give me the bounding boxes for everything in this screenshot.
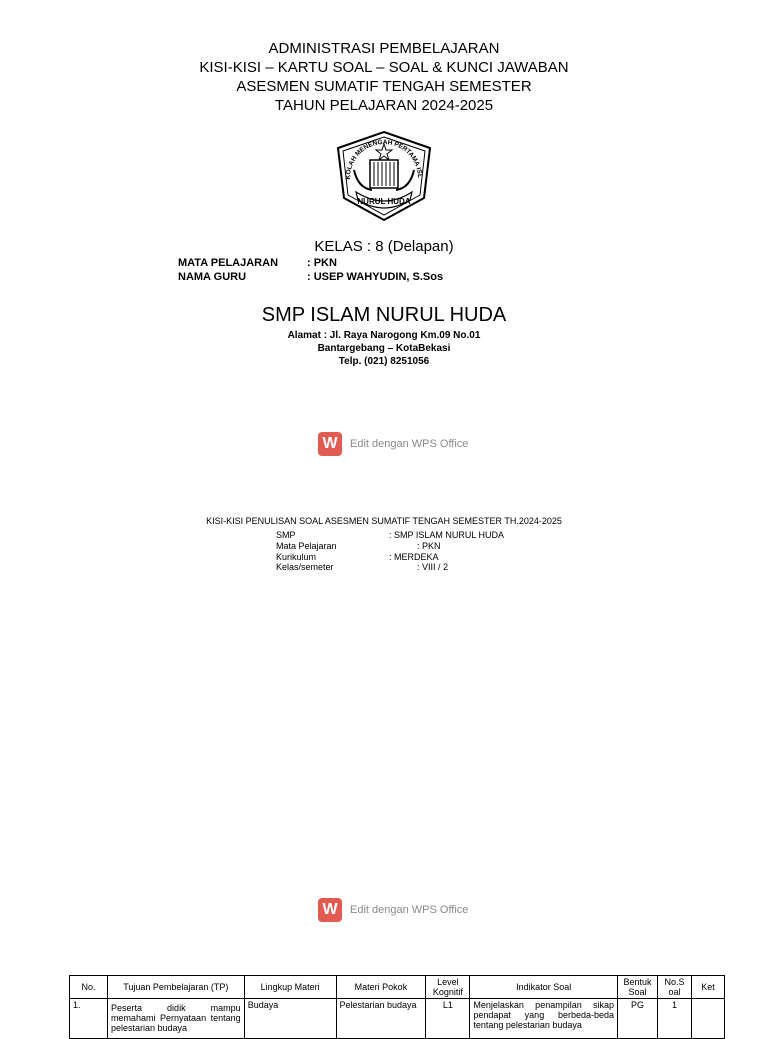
kisi-label-kelas: Kelas/semeter (276, 562, 334, 572)
kisi-label-mapel: Mata Pelajaran (276, 541, 337, 551)
address-line-2: Bantargebang – KotaBekasi (317, 343, 451, 354)
kisi-label-kurikulum: Kurikulum (276, 552, 317, 562)
table-row (70, 999, 725, 1039)
th-level: Level Kognitif (426, 976, 470, 999)
th-materi: Materi Pokok (336, 976, 426, 999)
th-no: No. (70, 976, 108, 999)
info-value-mapel: : PKN (307, 257, 337, 269)
cover-title-line-2: KISI-KISI – KARTU SOAL – SOAL & KUNCI JAWABAN (199, 59, 569, 76)
cell-bentuk: PG (618, 999, 658, 1039)
cover-title-line-4: TAHUN PELAJARAN 2024-2025 (274, 97, 494, 114)
info-label-guru: NAMA GURU (178, 271, 247, 283)
kisi-value-kurikulum: : MERDEKA (389, 552, 439, 562)
th-lingkup: Lingkup Materi (244, 976, 336, 999)
wps-office-logo-icon: W (318, 898, 342, 922)
cell-indikator: Menjelaskan penampilan sikap pendapat yang berbeda-beda tentang pelestarian budaya (470, 999, 618, 1039)
wps-edit-label-2: Edit dengan WPS Office (350, 904, 469, 916)
th-ket: Ket (691, 976, 724, 999)
wps-edit-label: Edit dengan WPS Office (350, 438, 469, 450)
cover-title-line-3: ASESMEN SUMATIF TENGAH SEMESTER (236, 78, 532, 95)
table-header-row (70, 976, 725, 999)
kisi-label-smp: SMP (276, 530, 296, 540)
kisi-table (69, 975, 725, 1039)
school-logo (332, 128, 436, 224)
address-line-3: Telp. (021) 8251056 (338, 356, 430, 367)
cell-materi: Pelestarian budaya (336, 999, 426, 1039)
cell-nosoal: 1 (658, 999, 692, 1039)
kisi-value-smp: : SMP ISLAM NURUL HUDA (389, 530, 505, 540)
th-bentuk: Bentuk Soal (618, 976, 658, 999)
th-tp: Tujuan Pembelajaran (TP) (107, 976, 244, 999)
cell-no: 1. (70, 999, 108, 1039)
wps-edit-link-2[interactable] (318, 898, 468, 922)
th-nosoal: No.S oal (658, 976, 692, 999)
kelas-label: KELAS : 8 (Delapan) (314, 238, 454, 255)
th-indikator: Indikator Soal (470, 976, 618, 999)
school-name: SMP ISLAM NURUL HUDA (261, 304, 507, 326)
kisi-title: KISI-KISI PENULISAN SOAL ASESMEN SUMATIF TENGAH SEMESTER TH.2024-2025 (206, 516, 562, 526)
cell-lingkup: Budaya (244, 999, 336, 1039)
cell-tp: Peserta didik mampu memahami Pernyataan tentang pelestarian budaya (107, 999, 244, 1039)
wps-office-logo-icon: W (318, 432, 342, 456)
cell-ket (691, 999, 724, 1039)
cover-title-line-1: ADMINISTRASI PEMBELAJARAN (268, 40, 500, 57)
kisi-value-mapel: : PKN (417, 541, 441, 551)
info-label-mapel: MATA PELAJARAN (178, 257, 279, 269)
logo-banner-text: NURUL HUDA (357, 197, 411, 206)
wps-edit-link[interactable] (318, 432, 468, 456)
cell-level: L1 (426, 999, 470, 1039)
address-line-1: Alamat : Jl. Raya Narogong Km.09 No.01 (287, 330, 481, 341)
info-value-guru: : USEP WAHYUDIN, S.Sos (307, 271, 444, 283)
kisi-value-kelas: : VIII / 2 (417, 562, 449, 572)
logo-top-text: KOLAH MENENGAH PERTAMA ISL (344, 138, 424, 180)
